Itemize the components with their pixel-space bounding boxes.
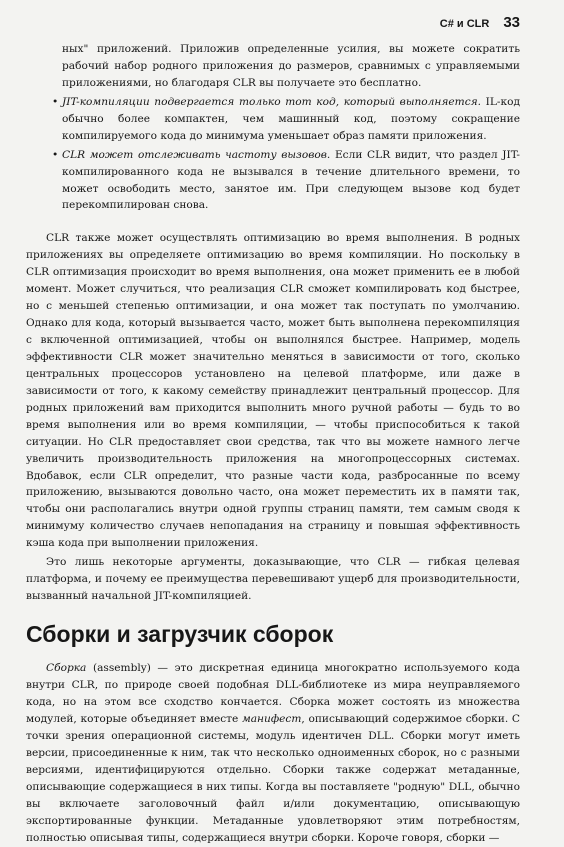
list-item-text: Если CLR видит, что раздел JIT-компилированного кода не вызывался в течение длительного времени, то может освободить место, занятое им. При следующем вызове код будет перекомпилирован снова. bbox=[62, 148, 520, 212]
body-paragraph-optimization: CLR также может осуществлять оптимизацию во время выполнения. В родных приложениях вы определяете оптимизацию во время компиляции. Но поскольку в CLR оптимизация происходит во время выполнения, она может применить ее в любой момент. Может случиться, что реализация CLR сможет компилировать код быстрее, но с меньшей степенью оптимизации, и она может так поступать по умолчанию. Однако для кода, который вызывается часто, может быть выполнена перекомпиляция с включенной оптимизацией, чтобы он выполнялся быстрее. Например, модель эффективности CLR может значительно меняться в зависимости от того, сколько центральных процессоров установлено на целевой платформе, или даже в зависимости от того, к какому семейству принадлежит центральный процессор. Для родных приложений вам приходится выполнить много ручной работы — будь то во время выполнения или во время компиляции, — чтобы приспособиться к такой ситуации. Но CLR предоставляет свои средства, так что вы можете намного легче увеличить производительность приложения на многопроцессорных системах. Вдобавок, если CLR определит, что разные части кода, разбросанные по всему приложению, вызываются довольно часто, она может переместить их в памяти так, чтобы они располагались внутри одной группы страниц памяти, тем самым сводя к минимуму количество случаев непопадания на страницу и повышая эффективность кэша кода при выполнении приложения. bbox=[26, 232, 520, 550]
running-title: C# и CLR bbox=[439, 18, 490, 30]
body-paragraph-conclusion: Это лишь некоторые аргументы, доказывающие, что CLR — гибкая целевая платформа, и почему ее преимущества перевешивают ущерб для производительности, вызванный начальной JIT-компиляцией. bbox=[26, 556, 520, 603]
continued-list-text bbox=[62, 41, 520, 92]
bullet-marker: • bbox=[52, 148, 59, 161]
assembly-paragraph bbox=[26, 660, 520, 846]
section-title: Сборки и загрузчик сборок bbox=[26, 621, 334, 647]
list-item-lead: CLR может отслеживать частоту вызовов. bbox=[62, 148, 331, 161]
spacer bbox=[26, 216, 520, 230]
bullet-list bbox=[52, 41, 520, 214]
manifest-term: манифест bbox=[241, 713, 302, 726]
list-item-jit-compile bbox=[52, 94, 520, 145]
list-item-lead: JIT-компиляции подвергается только тот код, который выполняется. bbox=[62, 95, 482, 108]
list-item-call-frequency bbox=[52, 147, 520, 215]
assembly-text-part-2: , описывающий содержимое сборки. С точки зрения операционной системы, модуль идентичен DLL. Сборки могут иметь версии, присоединенные к ним, так что несколько одноименных сборок, но с разными версиями, идентифицируются отдельно. Сборки также содержат метаданные, описывающие содержащиеся в них типы. Когда вы поставляете "родную" DLL, обычно вы включаете заголовочный файл и/или документацию, описывающую экспортированные функции. Метаданные удовлетворяют этим потребностям, полностью описывая типы, содержащиеся внутри сборки. Короче говоря, сборки — bbox=[26, 713, 520, 844]
assembly-text-part-1: (assembly) — это дискретная единица многократно используемого кода внутри CLR, по природе своей подобная DLL-библиотеке из мира неуправляемого кода, но на этом все сходство кончается. Сборка может состоять из множества модулей, которые объединяет вместе bbox=[26, 662, 520, 726]
running-head bbox=[26, 14, 520, 31]
assembly-term: Сборка bbox=[46, 662, 87, 675]
continued-list-copy: ных" приложений. Приложив определенные усилия, вы можете сократить рабочий набор родного приложения до размеров, сравнимых с управляемыми приложениями, но благодаря CLR вы получаете это бесплатно. bbox=[62, 43, 520, 89]
bullet-marker: • bbox=[52, 95, 59, 108]
list-item-text: IL-код обычно более компактен, чем машинный код, поэтому сокращение компилируемого кода до минимума уменьшает образ памяти приложения. bbox=[62, 95, 520, 142]
page-number: 33 bbox=[503, 14, 520, 31]
